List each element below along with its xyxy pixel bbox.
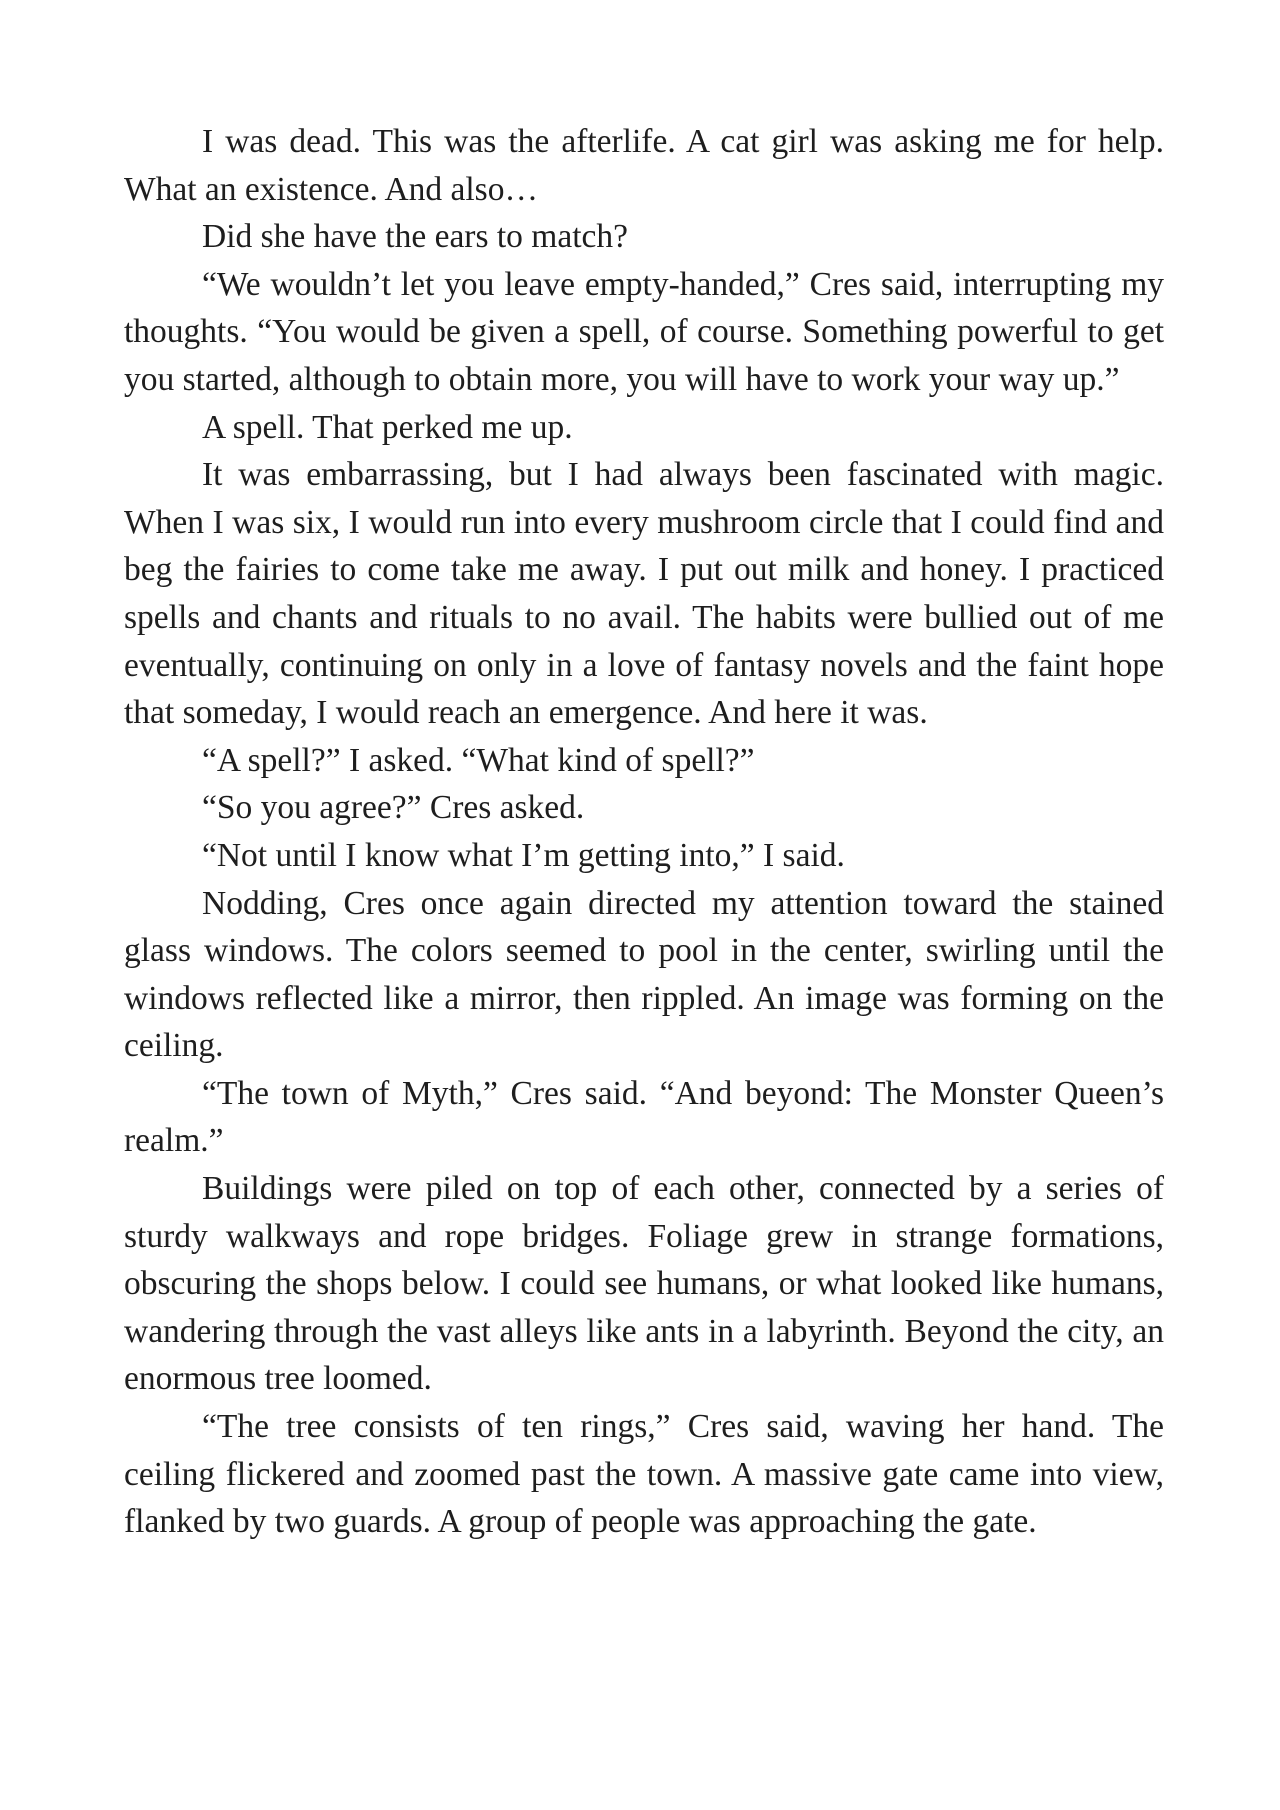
paragraph: “The tree consists of ten rings,” Cres said, waving her hand. The ceiling flickered and zoomed past the town. A massive gate came into view, flanked by two guards. A group of people was approaching the gate.	[124, 1408, 1164, 1541]
paragraph: I was dead. This was the afterlife. A cat girl was asking me for help. What an existence. And also…	[124, 123, 1164, 208]
paragraph: “So you agree?” Cres asked.	[202, 789, 585, 827]
paragraph: Did she have the ears to match?	[202, 218, 629, 256]
book-page	[124, 118, 1164, 1546]
paragraph: “Not until I know what I’m getting into,” I said.	[202, 836, 845, 874]
paragraph: Nodding, Cres once again directed my attention toward the stained glass windows. The colors seemed to pool in the center, swirling until the windows reflected like a mirror, then rippled. An image was forming on the ceiling.	[124, 884, 1164, 1065]
paragraph: “The town of Myth,” Cres said. “And beyond: The Monster Queen’s realm.”	[124, 1074, 1164, 1160]
paragraph: It was embarrassing, but I had always been fascinated with magic. When I was six, I would run into every mushroom circle that I could find and beg the fairies to come take me away. I put out milk and honey. I practiced spells and chants and rituals to no avail. The habits were bullied out of me eventually, continuing on only in a love of fantasy novels and the faint hope that someday, I would reach an emergence. And here it was.	[124, 456, 1164, 732]
paragraph: “A spell?” I asked. “What kind of spell?”	[202, 741, 755, 779]
paragraph: A spell. That perked me up.	[202, 408, 573, 446]
paragraph: “We wouldn’t let you leave empty-handed,” Cres said, interrupting my thoughts. “You would be given a spell, of course. Something powerful to get you started, although to obtain more, you will have to work your way up.”	[124, 265, 1164, 398]
paragraph: Buildings were piled on top of each other, connected by a series of sturdy walkways and rope bridges. Foliage grew in strange formations, obscuring the shops below. I could see humans, or what looked like humans, wandering through the vast alleys like ants in a labyrinth. Beyond the city, an enormous tree loomed.	[124, 1170, 1164, 1398]
